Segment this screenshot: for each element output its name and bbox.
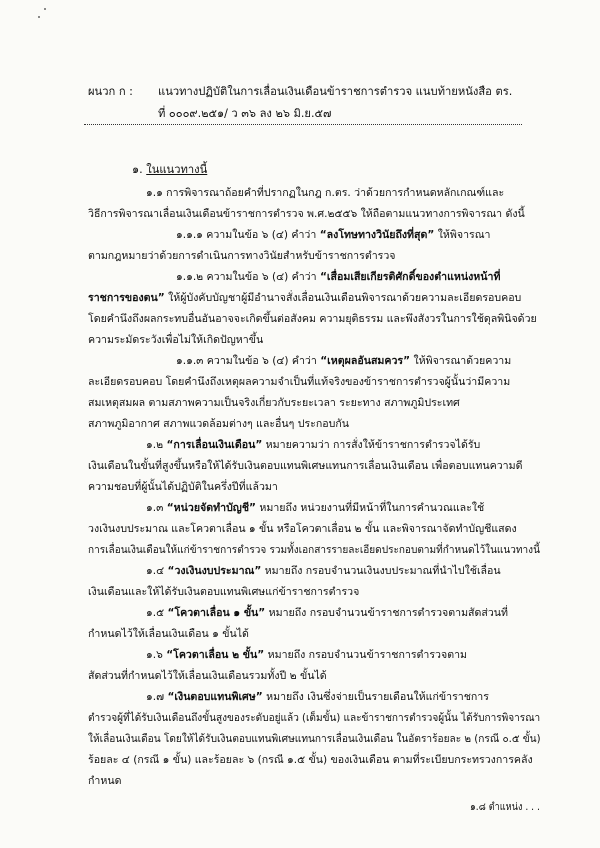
- clause-1-3-line: การเลื่อนเงินเดือนให้แก่ข้าราชการตำรวจ รวมทั้งเอกสารรายละเอียดประกอบตามที่กำหนดไว้ในแนวทางนี้: [88, 544, 540, 556]
- clause-text: ๑.๑.๒ ความในข้อ ๖ (๔) คำว่า: [176, 271, 320, 283]
- clause-1-1-3-line: สภาพภูมิอากาศ สภาพแวดล้อมต่างๆ และอื่นๆ ประกอบกัน: [88, 418, 349, 430]
- section-title: ในแนวทางนี้: [146, 163, 208, 176]
- defined-term: ราชการของตน”: [88, 292, 165, 304]
- section-number: ๑.: [132, 163, 143, 176]
- defined-term: “วงเงินงบประมาณ”: [167, 565, 262, 577]
- defined-term: “เงินตอบแทนพิเศษ”: [167, 691, 263, 703]
- clause-1-1-3-line: สมเหตุสมผล ตามสภาพความเป็นจริงเกี่ยวกับระยะเวลา ระยะทาง สภาพภูมิประเทศ: [88, 397, 460, 409]
- clause-text: ๑.๑.๓ ความในข้อ ๖ (๔) คำว่า: [176, 355, 321, 367]
- clause-1-1-line: วิธีการพิจารณาเลื่อนเงินเดือนข้าราชการตำรวจ พ.ศ.๒๕๕๖ ให้ถือตามแนวทางการพิจารณา ดังนี้: [88, 208, 525, 220]
- clause-text: ให้พิจารณา: [434, 229, 491, 241]
- defined-term: “หน่วยจัดทำบัญชี”: [166, 502, 256, 514]
- clause-1-2-line: เงินเดือนในขั้นที่สูงขึ้นหรือให้ได้รับเงินตอบแทนพิเศษแทนการเลื่อนเงินเดือน เพื่อตอบแทนความดี: [88, 460, 523, 472]
- clause-1-4-line: เงินเดือนและให้ได้รับเงินตอบแทนพิเศษแก่ข้าราชการตำรวจ: [88, 586, 360, 598]
- clause-text: ๑.๑.๑ ความในข้อ ๖ (๔) คำว่า: [176, 229, 320, 241]
- clause-1-4-line: [146, 564, 501, 578]
- clause-1-1-1-line: ตามกฎหมายว่าด้วยการดำเนินการทางวินัยสำหรับข้าราชการตำรวจ: [88, 250, 396, 262]
- clause-1-1-2-line: โดยคำนึงถึงผลกระทบอื่นอันอาจจะเกิดขึ้นต่อสังคม ความยุติธรรม และพึงสังวรในการใช้ดุลพินิจด้วย: [88, 313, 537, 325]
- clause-1-2-line: ความชอบที่ผู้นั้นได้ปฏิบัติในครึ่งปีที่แล้วมา: [88, 481, 278, 493]
- defined-term: “เสื่อมเสียเกียรติศักดิ์ของตำแหน่งหน้าที่: [319, 271, 501, 283]
- dotted-divider: [84, 124, 522, 125]
- continuation-marker: ๑.๘ ตำแหน่ง . . .: [470, 801, 540, 813]
- defined-term: “โควตาเลื่อน ๑ ขั้น”: [167, 607, 266, 619]
- annex-title: แนวทางปฏิบัติในการเลื่อนเงินเดือนข้าราชการตำรวจ แนบท้ายหนังสือ ตร.: [158, 85, 513, 98]
- clause-1-7-line: ตำรวจผู้ที่ได้รับเงินเดือนถึงขั้นสูงของระดับอยู่แล้ว (เต็มขั้น) และข้าราชการตำรวจผู้นั้น ได้รับการพิจารณา: [88, 712, 541, 724]
- clause-1-5-line: กำหนดไว้ให้เลื่อนเงินเดือน ๑ ขั้นได้: [88, 628, 249, 640]
- clause-1-1-2-line: [88, 291, 521, 305]
- annex-reference: ที่ ๐๐๐๙.๒๕๑/ ว ๓๖ ลง ๒๖ มิ.ย.๕๗: [158, 107, 332, 120]
- defined-term: “เหตุผลอันสมควร”: [320, 355, 411, 367]
- clause-1-5-line: [146, 606, 508, 620]
- clause-1-6-line: [146, 648, 467, 662]
- clause-text: ๑.๕: [146, 607, 168, 619]
- clause-1-7-line: [146, 690, 489, 704]
- clause-1-1-2-line: ความระมัดระวังเพื่อไม่ให้เกิดปัญหาขึ้น: [88, 334, 264, 346]
- clause-text: หมายถึง กรอบจำนวนข้าราชการตำรวจตามสัดส่วนที่: [265, 607, 509, 619]
- clause-text: หมายถึง เงินซึ่งจ่ายเป็นรายเดือนให้แก่ข้าราชการ: [262, 691, 489, 703]
- clause-1-7-line: ร้อยละ ๔ (กรณี ๑ ขั้น) และร้อยละ ๖ (กรณี ๑.๕ ขั้น) ของเงินเดือน ตามที่ระเบียบกระทรวงการคลัง: [88, 754, 533, 766]
- clause-1-1-3-line: [176, 354, 511, 368]
- clause-text: หมายถึง กรอบจำนวนข้าราชการตำรวจตาม: [264, 649, 468, 661]
- clause-text: ๑.๖: [146, 649, 167, 661]
- clause-text: ๑.๗: [146, 691, 168, 703]
- defined-term: “ลงโทษทางวินัยถึงที่สุด”: [319, 229, 435, 241]
- section-heading: [132, 163, 207, 177]
- clause-text: ๑.๔: [146, 565, 168, 577]
- clause-1-3-line: [146, 501, 484, 515]
- clause-text: หมายถึง หน่วยงานที่มีหน้าที่ในการคำนวณและใช้: [255, 502, 485, 514]
- clause-1-6-line: สัดส่วนที่กำหนดไว้ให้เลื่อนเงินเดือนรวมทั้งปี ๒ ขั้นได้: [88, 670, 327, 682]
- clause-1-2-line: [146, 438, 480, 452]
- clause-1-1-line: ๑.๑ การพิจารณาถ้อยคำที่ปรากฏในกฎ ก.ตร. ว่าด้วยการกำหนดหลักเกณฑ์และ: [146, 187, 505, 199]
- clause-1-1-2-line: [176, 270, 500, 284]
- annex-label: ผนวก ก :: [88, 85, 133, 98]
- clause-text: ให้ผู้บังคับบัญชาผู้มีอำนาจสั่งเลื่อนเงินเดือนพิจารณาด้วยความละเอียดรอบคอบ: [164, 292, 522, 304]
- scan-speck: [38, 16, 40, 18]
- clause-text: ๑.๒: [146, 439, 167, 451]
- clause-text: หมายถึง กรอบจำนวนเงินงบประมาณที่นำไปใช้เลื่อน: [261, 565, 501, 577]
- clause-text: หมายความว่า การสั่งให้ข้าราชการตำรวจได้รับ: [262, 439, 481, 451]
- clause-1-3-line: วงเงินงบประมาณ และโควตาเลื่อน ๑ ขั้น หรือโควตาเลื่อน ๒ ขั้น และพิจารณาจัดทำบัญชีแสดง: [88, 523, 517, 535]
- clause-text: ให้พิจารณาด้วยความ: [410, 355, 512, 367]
- clause-1-1-1-line: [176, 228, 491, 242]
- clause-1-1-3-line: ละเอียดรอบคอบ โดยคำนึงถึงเหตุผลความจำเป็นที่แท้จริงของข้าราชการตำรวจผู้นั้นว่ามีความ: [88, 376, 511, 388]
- clause-text: ๑.๓: [146, 502, 167, 514]
- scan-speck: [44, 8, 46, 10]
- defined-term: “การเลื่อนเงินเดือน”: [166, 439, 263, 451]
- clause-1-7-line: กำหนด: [88, 775, 122, 787]
- clause-1-7-line: ให้เลื่อนเงินเดือน โดยให้ได้รับเงินตอบแทนพิเศษแทนการเลื่อนเงินเดือน ในอัตราร้อยละ ๒ (กรณี ๐.๕ ขั้น): [88, 733, 541, 745]
- defined-term: “โควตาเลื่อน ๒ ขั้น”: [166, 649, 265, 661]
